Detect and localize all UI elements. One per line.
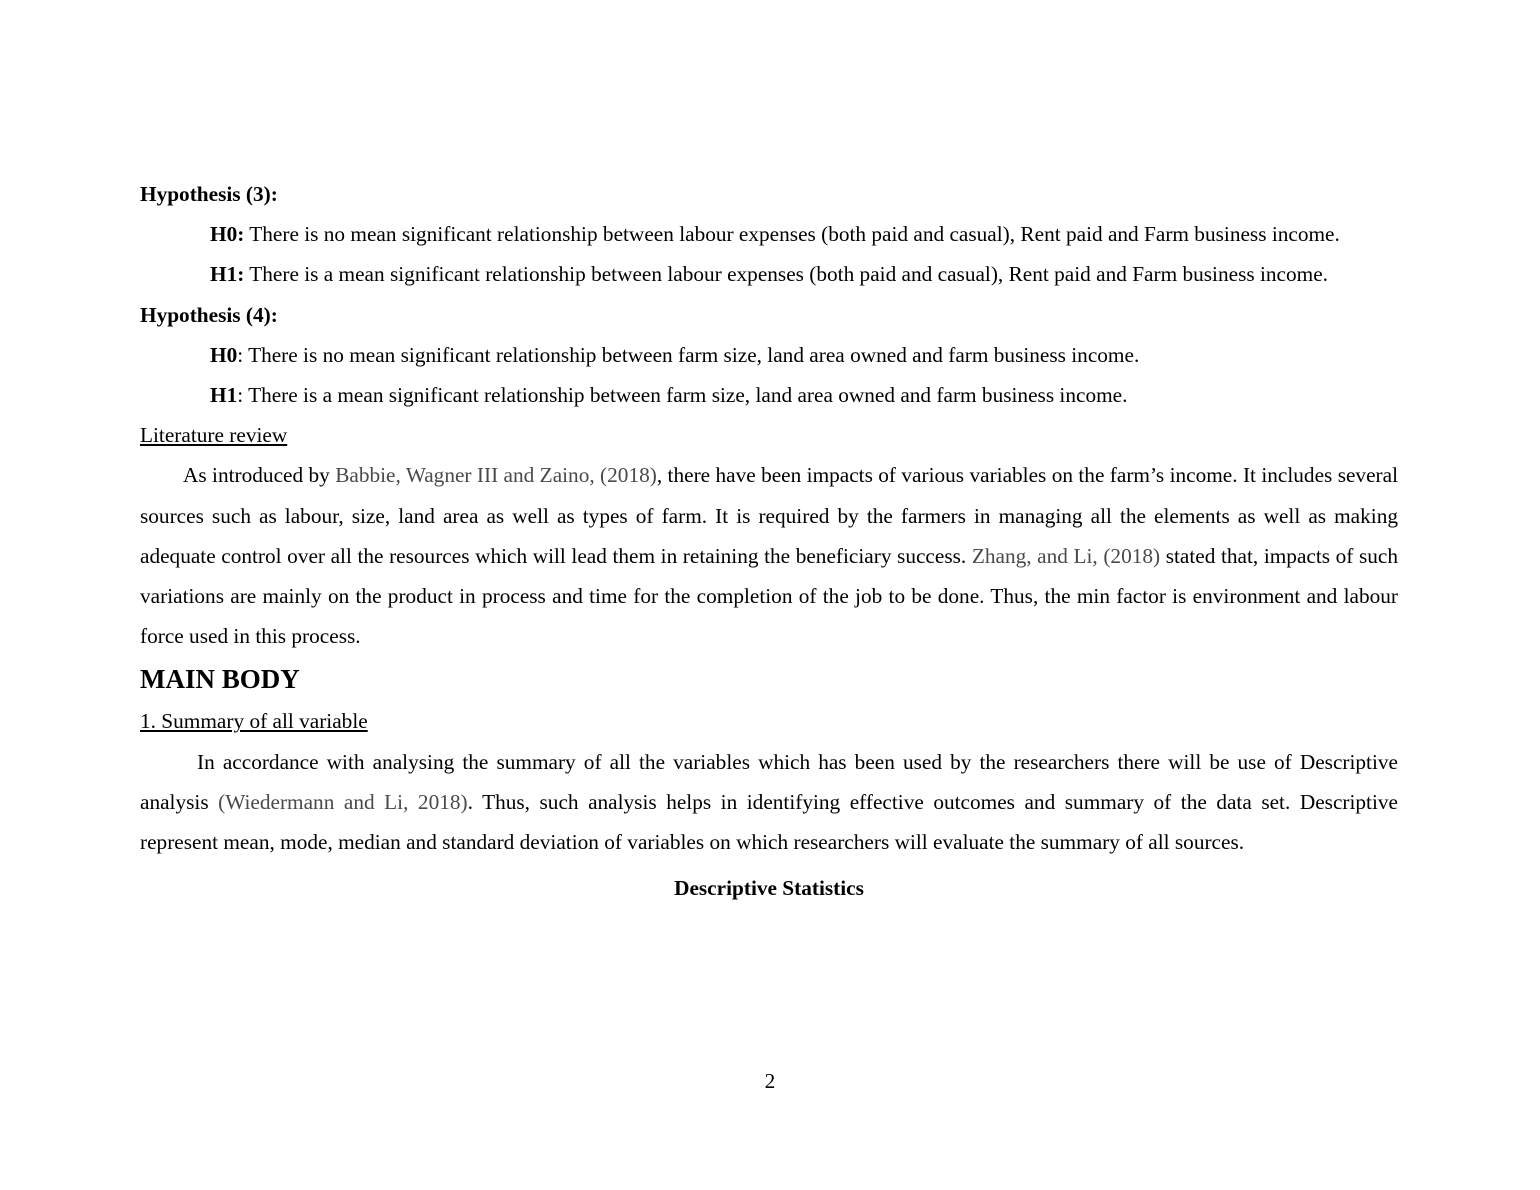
h1-text: : There is a mean significant relationship between farm size, land area owned and farm business income. xyxy=(237,383,1128,408)
h1-label: H1 xyxy=(210,383,238,408)
summary-section-heading: 1. Summary of all variable xyxy=(140,709,368,734)
hypothesis-4-h1 xyxy=(140,375,1398,415)
lit-text-3: stated that, impacts of such variations are mainly on the product in process and time for the completion of the job to be done. Thus, the min factor is environment and labour force used in this process. xyxy=(140,543,1399,649)
hypothesis-3-h0 xyxy=(140,214,1398,254)
main-body-heading: MAIN BODY xyxy=(140,664,300,695)
h1-label: H1: xyxy=(210,262,245,287)
hypothesis-4-heading: Hypothesis (4): xyxy=(140,302,278,327)
hypothesis-3-heading: Hypothesis (3): xyxy=(140,182,278,206)
page-content xyxy=(140,174,1398,908)
page-number: 2 xyxy=(764,1069,776,1093)
lit-text-1: As introduced by xyxy=(183,463,336,488)
hypothesis-4-h0 xyxy=(140,335,1398,375)
hypothesis-3-h1 xyxy=(140,254,1398,294)
citation-wiedermann: (Wiedermann and Li, 2018) xyxy=(218,789,468,814)
h0-text: : There is no mean significant relationship between farm size, land area owned and farm business income. xyxy=(237,342,1140,367)
h0-text: There is no mean significant relationship between labour expenses (both paid and casual), Rent paid and Farm business income. xyxy=(244,222,1340,247)
literature-review-paragraph xyxy=(140,455,1398,656)
citation-babbie: Babbie, Wagner III and Zaino, (2018) xyxy=(335,463,657,488)
table-caption: Descriptive Statistics xyxy=(674,876,864,901)
summary-text-1: In accordance with analysing the summary of all the variables which has been used by the researchers there will be use of Descriptive analysis xyxy=(140,749,1398,814)
citation-zhang: Zhang, and Li, (2018) xyxy=(971,543,1161,568)
h0-label: H0 xyxy=(210,342,238,367)
h0-label: H0: xyxy=(210,222,245,247)
literature-review-heading: Literature review xyxy=(140,423,288,448)
summary-text-2: . Thus, such analysis helps in identifying effective outcomes and summary of the data set. Descriptive represent mean, mode, median and standard deviation of variables on which researchers will evaluate the summary of all sources. xyxy=(140,789,1398,855)
summary-paragraph xyxy=(140,742,1398,863)
lit-text-2: , there have been impacts of various variables on the farm’s income. It includes several sources such as labour, size, land area as well as types of farm. It is required by the farmers in managing all the elements as well as making adequate control over all the resources which will lead them in retaining the beneficiary success. xyxy=(140,463,1398,568)
h1-text: There is a mean significant relationship between labour expenses (both paid and casual), Rent paid and Farm business income. xyxy=(244,262,1328,287)
